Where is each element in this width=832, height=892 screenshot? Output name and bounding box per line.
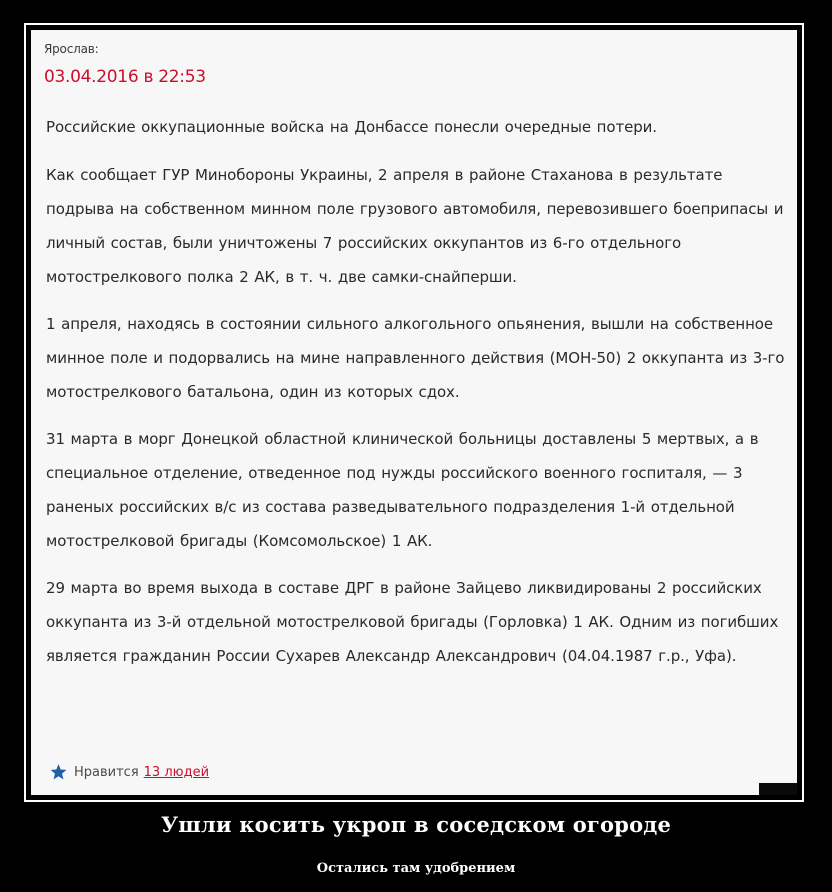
corner-artifact [759, 783, 797, 795]
comment-card [31, 30, 797, 795]
likes-row [49, 763, 209, 781]
comment-body [46, 110, 796, 686]
star-icon[interactable] [49, 763, 68, 781]
caption-subtitle: Остались там удобрением [316, 861, 516, 876]
demotivator-frame [24, 23, 804, 802]
paragraph: 31 марта в морг Донецкой областной клинической больницы доставлены 5 мертвых, а в специальное отделение, отведенное под нужды российского военного госпиталя, — 3 раненых российских в/с из состава разведывательного подразделения 1-й отдельной мотострелковой бригады (Комсомольское) 1 АК. [46, 430, 759, 550]
paragraph: 29 марта во время выхода в составе ДРГ в районе Зайцево ликвидированы 2 российских оккупанта из 3-й отдельной мотострелковой бригады (Горловка) 1 АК. Одним из погибших является гражданин России Сухарев Александр Александрович (04.04.1987 г.р., Уфа). [46, 579, 779, 665]
likes-label: Нравится [74, 764, 139, 780]
comment-author: Ярослав: [44, 42, 99, 56]
paragraph: Как сообщает ГУР Минобороны Украины, 2 апреля в районе Стаханова в результате подрыва на собственном минном поле грузового автомобиля, перевозившего боеприпасы и личный состав, были уничтожены 7 российских оккупантов из 6-го отдельного мотострелкового полка 2 АК, в т. ч. две самки-снайперши. [46, 166, 784, 286]
likes-count-link[interactable]: 13 людей [143, 764, 210, 780]
paragraph: 1 апреля, находясь в состоянии сильного алкогольного опьянения, вышли на собственное минное поле и подорвались на мине направленного действия (МОН-50) 2 оккупанта из 3-го мотострелкового батальона, один из которых сдох. [46, 315, 785, 401]
caption-title: Ушли косить укроп в соседском огороде [160, 812, 672, 837]
paragraph: Российские оккупационные войска на Донбассе понесли очередные потери. [46, 118, 657, 136]
comment-date: 03.04.2016 в 22:53 [44, 67, 206, 87]
